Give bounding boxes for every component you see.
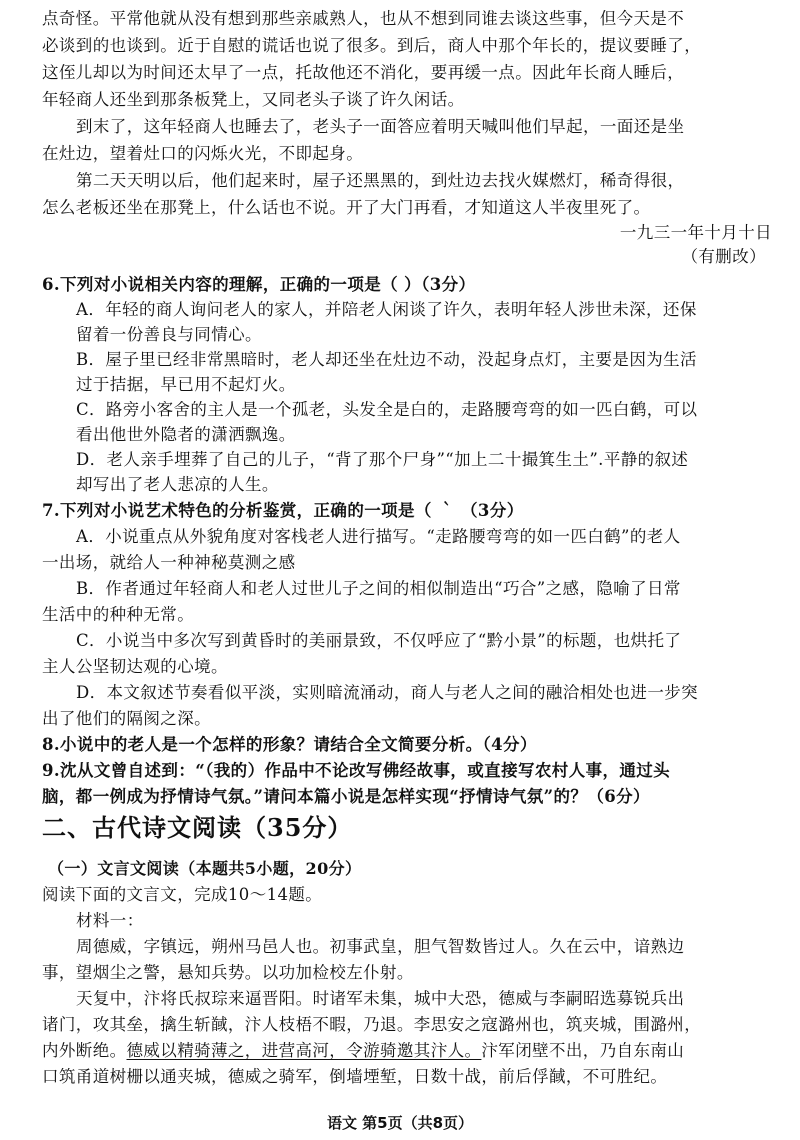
question-6-option-a: A．年轻的商人询问老人的家人，并陪老人闲谈了许久，表明年轻人涉世未深，还保 bbox=[76, 300, 697, 319]
question-6-option-c-cont: 看出他世外隐者的潇洒飘逸。 bbox=[76, 425, 296, 444]
material-p1-line-1: 周德威，字镇远，朔州马邑人也。初事武皇，胆气智数皆过人。久在云中，谙熟边 bbox=[76, 937, 685, 956]
section-2-subtitle: （一）文言文阅读（本题共5小题，20分） bbox=[48, 859, 362, 878]
question-8: 8.小说中的老人是一个怎样的形象？请结合全文简要分析。（4分） bbox=[42, 735, 537, 754]
question-6-option-d-cont: 却写出了老人悲凉的人生。 bbox=[76, 475, 279, 494]
material-label: 材料一： bbox=[76, 911, 144, 930]
story-line-7: 第二天天明以后，他们起来时，屋子还黑黑的，到灶边去找火媒燃灯，稀奇得很， bbox=[76, 171, 685, 190]
question-7-option-d-cont: 出了他们的隔阂之深。 bbox=[42, 709, 211, 728]
material-p1-line-2: 事，望烟尘之警，悬知兵势。以功加检校左仆射。 bbox=[42, 963, 414, 982]
question-6-option-d: D．老人亲手埋葬了自己的儿子，“背了那个尸身”“加上二十撮箕生土”.平静的叙述 bbox=[76, 450, 689, 469]
question-6-option-c: C．路旁小客舍的主人是一个孤老，头发全是白的，走路腰弯弯的如一匹白鹤，可以 bbox=[76, 400, 698, 419]
story-line-4: 年轻商人还坐到那条板凳上，又同老头子谈了许久闲话。 bbox=[42, 90, 465, 109]
question-7-stem: 7.下列对小说艺术特色的分析鉴赏，正确的一项是（ ｀ （3分） bbox=[42, 501, 524, 520]
story-note: （有删改） bbox=[681, 247, 766, 266]
page-footer: 语文 第5页（共8页） bbox=[326, 1114, 474, 1132]
question-7-option-c: C．小说当中多次写到黄昏时的美丽景致，不仅呼应了“黔小景”的标题，也烘托了 bbox=[76, 631, 682, 650]
section-2-instruction: 阅读下面的文言文，完成10～14题。 bbox=[42, 885, 323, 904]
question-7-option-d: D．本文叙述节奏看似平淡，实则暗流涌动，商人与老人之间的融洽相处也进一步突 bbox=[76, 683, 699, 702]
question-6-option-a-cont: 留着一份善良与同情心。 bbox=[76, 325, 262, 344]
story-line-2: 必谈到的也谈到。近于自慰的谎话也说了很多。到后，商人中那个年长的，提议要睡了， bbox=[42, 36, 702, 55]
material-p2-line-3a: 内外断绝。 bbox=[42, 1041, 127, 1060]
question-9-cont: 脑，都一例成为抒情诗气氛。”请问本篇小说是怎样实现“抒情诗气氛”的？（6分） bbox=[42, 787, 650, 806]
question-7-option-b: B．作者通过年轻商人和老人过世儿子之间的相似制造出“巧合”之感，隐喻了日常 bbox=[76, 579, 681, 598]
material-p2-line-3 bbox=[42, 1040, 800, 1062]
section-2-title: 二、古代诗文阅读（35分） bbox=[42, 813, 353, 842]
question-7-option-a-cont: 一出场，就给人一种神秘莫测之感 bbox=[42, 553, 296, 572]
story-date: 一九三一年十月十日 bbox=[619, 223, 772, 242]
story-line-6: 在灶边，望着灶口的闪烁火光，不即起身。 bbox=[42, 144, 364, 163]
material-p2-line-2: 诸门，攻其垒，擒生斩馘，汴人枝梧不暇，乃退。李思安之寇潞州也，筑夹城，围潞州， bbox=[42, 1015, 702, 1034]
story-line-3: 这侄儿却以为时间还太早了一点，托故他还不消化，要再缓一点。因此年长商人睡后， bbox=[42, 63, 685, 82]
story-line-8: 怎么老板还坐在那凳上，什么话也不说。开了大门再看，才知道这人半夜里死了。 bbox=[42, 198, 651, 217]
question-9: 9.沈从文曾自述到：“（我的）作品中不论改写佛经故事，或直接写农村人事，通过头 bbox=[42, 761, 671, 780]
material-p2-line-4: 口筑甬道树栅以通夹城，德威之骑军，倒墙堙堑，日数十战，前后俘馘，不可胜纪。 bbox=[42, 1067, 668, 1086]
story-line-5: 到末了，这年轻商人也睡去了，老头子一面答应着明天喊叫他们早起，一面还是坐 bbox=[76, 117, 685, 136]
question-7-option-c-cont: 主人公坚韧达观的心境。 bbox=[42, 657, 228, 676]
question-7-option-b-cont: 生活中的种种无常。 bbox=[42, 605, 195, 624]
question-7-option-a: A．小说重点从外貌角度对客栈老人进行描写。“走路腰弯弯的如一匹白鹤”的老人 bbox=[76, 527, 681, 546]
underlined-sentence: 德威以精骑薄之，进营高河，令游骑邀其汴人。 bbox=[126, 1041, 482, 1060]
question-6-option-b-cont: 过于拮据，早已用不起灯火。 bbox=[76, 375, 296, 394]
question-6-stem: 6.下列对小说相关内容的理解，正确的一项是（ ）（3分） bbox=[42, 275, 476, 294]
material-p2-line-3b: 汴军闭壁不出，乃自东南山 bbox=[481, 1041, 685, 1060]
question-6-option-b: B．屋子里已经非常黑暗时，老人却还坐在灶边不动，没起身点灯，主要是因为生活 bbox=[76, 350, 697, 369]
story-line-1: 点奇怪。平常他就从没有想到那些亲戚熟人，也从不想到同谁去谈这些事，但今天是不 bbox=[42, 9, 685, 28]
material-p2-line-1: 天复中，汴将氏叔琮来逼晋阳。时诸军未集，城中大恐，德威与李嗣昭选募锐兵出 bbox=[76, 989, 685, 1008]
